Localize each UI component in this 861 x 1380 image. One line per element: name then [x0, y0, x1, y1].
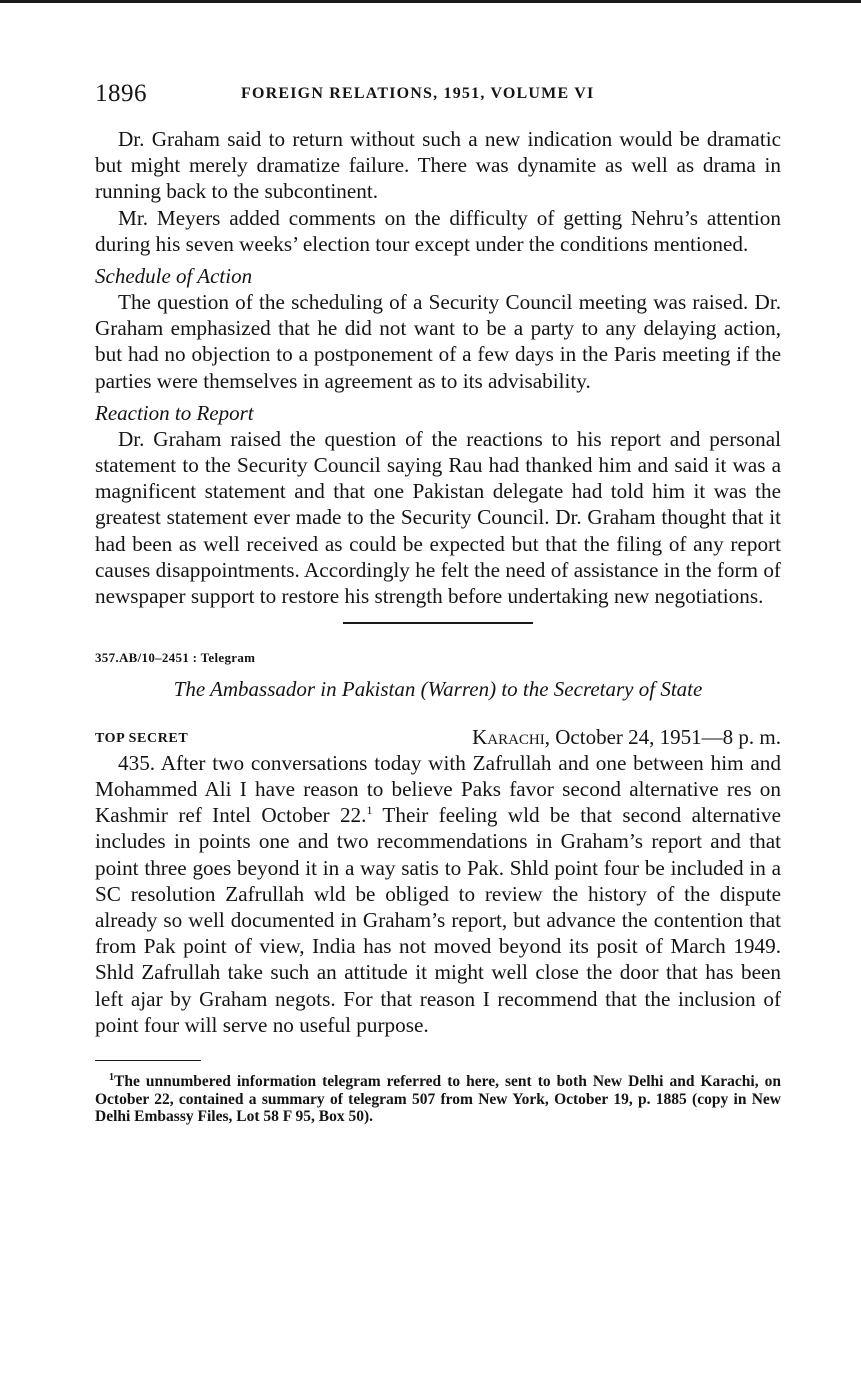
section-heading-schedule: Schedule of Action: [95, 264, 253, 289]
paragraph-reaction: Dr. Graham raised the question of the reactions to his report and personal statement to the Security Council saying Rau had thanked him and said it was a magnificent statement and that one Pakistan delegate had told him it was the greatest statement ever made to the Security Council. Dr. Graham thought that it had been as well received as could be expected but that the filing of any report causes disappointments. Accordingly he felt the need of assistance in the form of newspaper support to restore his strength before undertaking new negotiations.: [95, 426, 781, 609]
section-heading-reaction: Reaction to Report: [95, 400, 254, 425]
file-reference: 357.AB/10–2451 : Telegram: [95, 649, 256, 665]
footnote-reference: 1: [366, 803, 373, 818]
footnote-marker: 1: [109, 1072, 114, 1084]
footnote: [95, 1073, 781, 1126]
page-number: 1896: [95, 80, 147, 107]
telegram-body-part1: 435. After two conversations today with Zafrullah and one between him and Mohammed Ali I have reason to believe Paks favor second alternative res on Kashmir ref Intel October 22.: [95, 750, 781, 828]
place-name: Karachi: [472, 724, 545, 749]
paragraph-graham-return: Dr. Graham said to return without such a new indication would be dramatic but might merely dramatize failure. There was dynamite as well as drama in running back to the subcontinent.: [95, 127, 781, 204]
paragraph-meyers-comments: Mr. Meyers added comments on the difficulty of getting Nehru’s attention during his seven weeks’ election tour except under the conditions mentioned.: [95, 205, 781, 256]
document-title: The Ambassador in Pakistan (Warren) to the Secretary of State: [173, 676, 703, 701]
place-and-date: [472, 724, 781, 750]
dateline: [95, 724, 781, 750]
running-head: FOREIGN RELATIONS, 1951, VOLUME VI: [241, 85, 595, 102]
footnote-rule: [95, 1060, 201, 1062]
classification-label: TOP SECRET: [95, 730, 189, 746]
paragraph-schedule: The question of the scheduling of a Security Council meeting was raised. Dr. Graham emphasized that he did not want to be a party to any delaying action, but had no objection to a postponement of a few days in the Paris meeting if the parties were themselves in agreement as to its advisability.: [95, 290, 781, 393]
footnote-text: The unnumbered information telegram referred to here, sent to both New Delhi and Karachi, on October 22, contained a summary of telegram 507 from New York, October 19, p. 1885 (copy in New Delhi Embassy Files, Lot 58 F 95, Box 50).: [95, 1073, 781, 1126]
page-header: [95, 80, 785, 110]
page-top-rule: [0, 0, 861, 3]
telegram-body-part2: Their feeling wld be that second alternative includes in points one and two recommendations in Graham’s report and that point three goes beyond it in a way satis to Pak. Shld point four be included in a SC resolution Zafrullah wld be obliged to review the history of the dispute already so well documented in Graham’s report, but advance the contention that from Pak point of view, India has not moved beyond its posit of March 1949. Shld Zafrullah take such an attitude it might well close the door that has been left ajar by Graham negots. For that reason I recommend that the inclusion of point four will serve no useful purpose.: [95, 803, 781, 1037]
telegram-body: [95, 750, 781, 1038]
page-body: [95, 126, 781, 1126]
document-separator: [343, 622, 533, 624]
date-time: , October 24, 1951—8 p. m.: [544, 724, 781, 749]
